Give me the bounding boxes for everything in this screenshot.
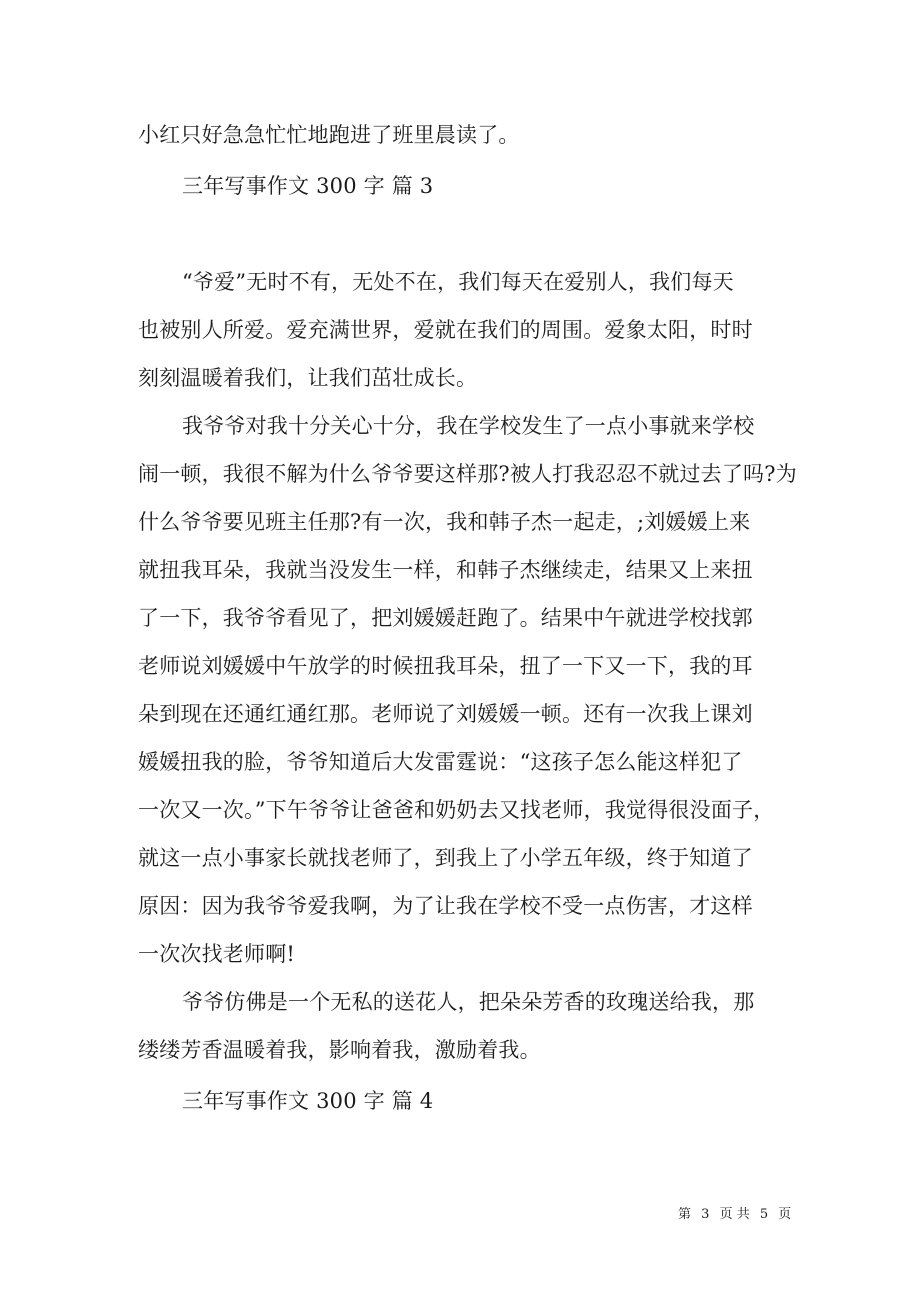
- paragraph-line: 我爷爷对我十分关心十分，我在学校发生了一点小事就来学校: [182, 414, 755, 438]
- footer-suffix: 页: [778, 1207, 792, 1222]
- total-pages-number: 5: [759, 1207, 769, 1222]
- paragraph-line: 就这一点小事家长就找老师了，到我上了小学五年级，终于知道了: [138, 846, 753, 870]
- paragraph-line: 一次次找老师啊!: [138, 942, 296, 966]
- footer-mid: 页 共: [719, 1207, 750, 1222]
- paragraph-line: 朵到现在还通红通红那。老师说了刘媛媛一顿。还有一次我上课刘: [138, 702, 753, 726]
- paragraph-line: 一次又一次。”下午爷爷让爸爸和奶奶去又找老师，我觉得很没面子，: [138, 798, 775, 822]
- paragraph-line: 就扭我耳朵，我就当没发生一样，和韩子杰继续走，结果又上来扭: [138, 558, 753, 582]
- section-heading: 三年写事作文 300 字 篇 3: [182, 174, 434, 198]
- paragraph-line: 什么爷爷要见班主任那?有一次，我和韩子杰一起走，;刘媛媛上来: [138, 510, 751, 534]
- paragraph-line: 也被别人所爱。爱充满世界，爱就在我们的周围。爱象太阳，时时: [138, 318, 753, 342]
- paragraph-line: 闹一顿，我很不解为什么爷爷要这样那?被人打我忍忍不就过去了吗?为: [138, 462, 797, 486]
- paragraph-line: 缕缕芳香温暖着我，影响着我，激励着我。: [138, 1038, 541, 1062]
- section-heading: 三年写事作文 300 字 篇 4: [182, 1089, 434, 1113]
- paragraph-line: 刻刻温暖着我们，让我们茁壮成长。: [138, 366, 478, 390]
- paragraph-line: 原因：因为我爷爷爱我啊，为了让我在学校不受一点伤害，才这样: [138, 894, 753, 918]
- paragraph-line: “爷爱”无时不有，无处不在，我们每天在爱别人，我们每天: [182, 270, 734, 294]
- paragraph-line: 了一下，我爷爷看见了，把刘媛媛赶跑了。结果中午就进学校找郭: [138, 606, 753, 630]
- paragraph-line: 爷爷仿佛是一个无私的送花人，把朵朵芳香的玫瑰送给我，那: [182, 990, 755, 1014]
- paragraph-line: 媛媛扭我的脸，爷爷知道后大发雷霆说：“这孩子怎么能这样犯了: [138, 750, 743, 774]
- footer-prefix: 第: [678, 1207, 692, 1222]
- current-page-number: 3: [701, 1207, 710, 1222]
- paragraph-line: 老师说刘媛媛中午放学的时候扭我耳朵，扭了一下又一下，我的耳: [138, 654, 753, 678]
- paragraph-line: 小红只好急急忙忙地跑进了班里晨读了。: [138, 123, 520, 147]
- page-footer: [678, 1206, 791, 1224]
